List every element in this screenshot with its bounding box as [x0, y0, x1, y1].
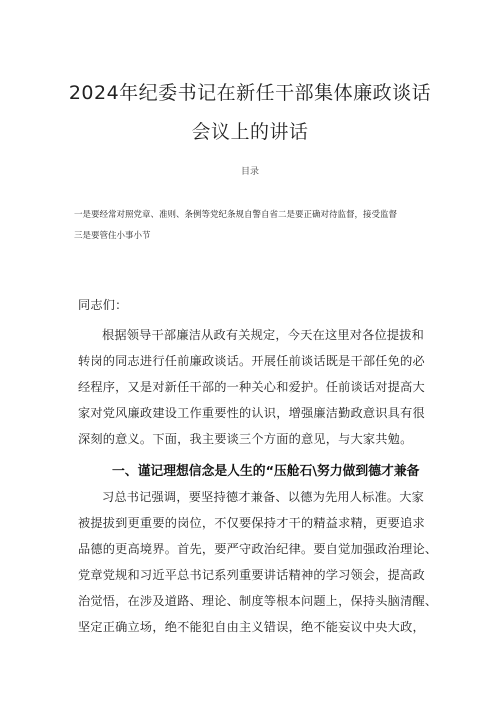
toc-line-2: 三是要管住小事小节	[74, 231, 151, 241]
paragraph-1-line-5: 深刻的意义。下面，我主要谈三个方面的意见，与大家共勉。	[78, 432, 413, 446]
paragraph-1-line-4: 家对党风廉政建设工作重要性的认识，增强廉洁勤政意识具有很	[78, 406, 425, 420]
paragraph-2-line-6: 坚定正确立场，绝不能犯自由主义错误，绝不能妄议中央大政，	[78, 620, 425, 634]
paragraph-2-line-3: 品德的更高境界。首先，要严守政治纪律。要自觉加强政治理论、	[78, 542, 438, 556]
paragraph-2-line-5: 治觉悟，在涉及道路、理论、制度等根本问题上，保持头脑清醒、	[78, 594, 438, 608]
paragraph-1-line-2: 转岗的同志进行任前廉政谈话。开展任前谈话既是干部任免的必	[78, 354, 425, 368]
section-1-heading: 一、谨记理想信念是人生的“压舱石\努力做到德才兼备	[112, 464, 420, 479]
paragraph-2-line-1: 习总书记强调，要坚持德才兼备、以德为先用人标准。大家	[102, 490, 425, 504]
salutation: 同志们：	[78, 298, 128, 312]
paragraph-2-line-2: 被提拔到更重要的岗位，不仅要保持才干的精益求精，更要追求	[78, 516, 425, 530]
document-title-line-2: 会议上的讲话	[191, 121, 309, 143]
document-title-line-1: 2024年纪委书记在新任干部集体廉政谈话	[68, 82, 432, 104]
paragraph-1-line-1: 根据领导干部廉洁从政有关规定，今天在这里对各位提拔和	[102, 328, 425, 342]
paragraph-1-line-3: 经程序，又是对新任干部的一种关心和爱护。任前谈话对提高大	[78, 380, 425, 394]
paragraph-2-line-4: 党章党规和习近平总书记系列重要讲话精神的学习领会，提高政	[78, 568, 425, 582]
toc-heading: 目录	[240, 167, 259, 177]
toc-line-1: 一是要经常对照党章、准则、条例等党纪条规自警自省二是要正确对待监督，接受监督	[74, 210, 398, 220]
